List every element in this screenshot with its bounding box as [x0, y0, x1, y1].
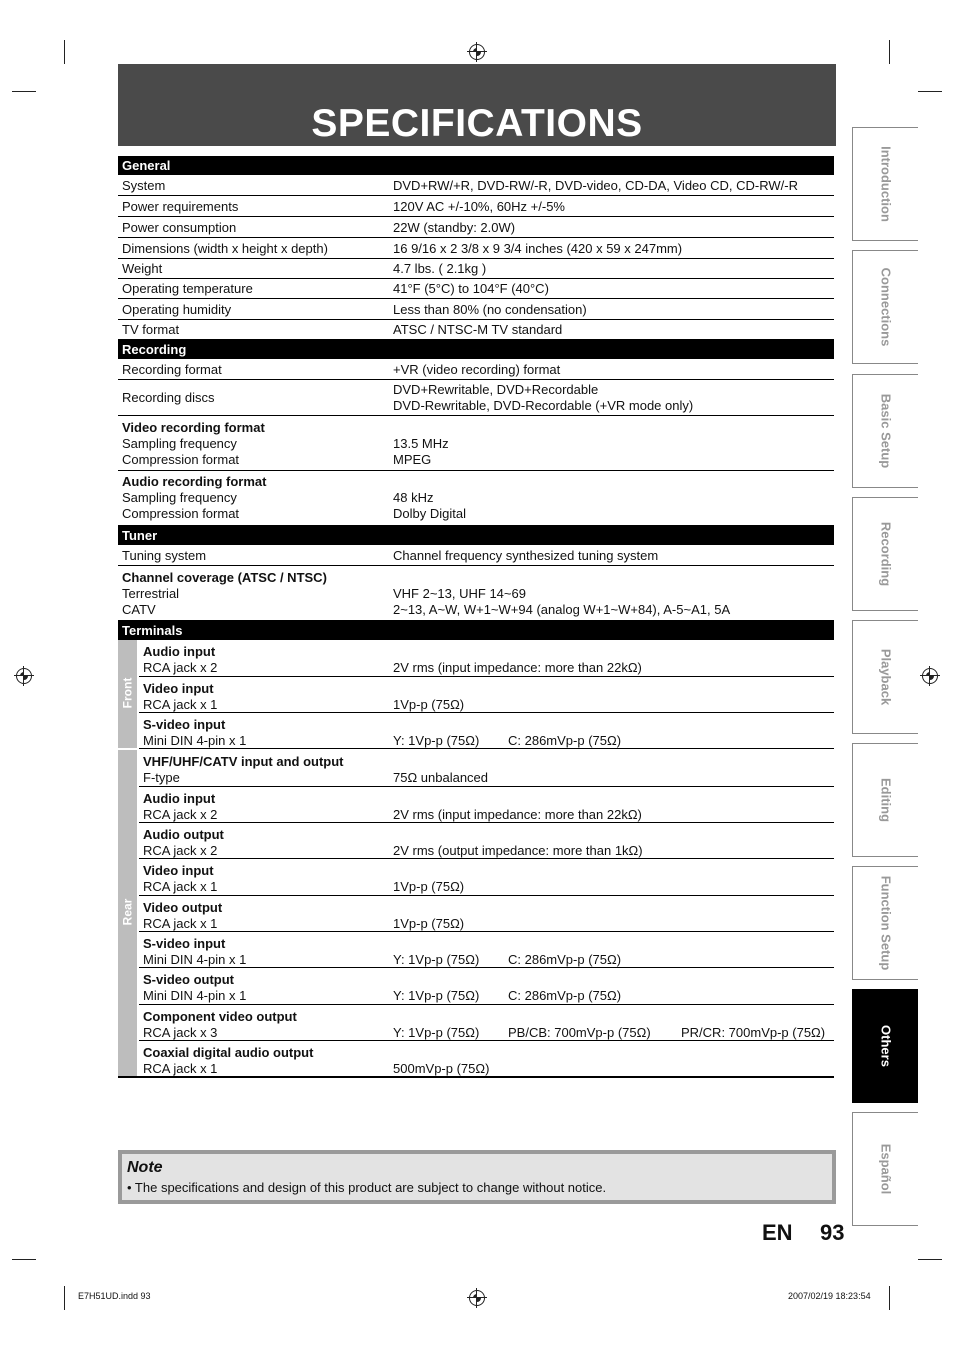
terminal-row	[139, 932, 834, 968]
terminal-value: 1Vp-p (75Ω)	[393, 697, 465, 712]
terminal-value: Y: 1Vp-p (75Ω)	[393, 733, 480, 748]
tab-label: Function Setup	[878, 875, 893, 971]
spec-row: Recording discs DVD+Rewritable, DVD+Recordable DVD-Rewritable, DVD-Recordable (+VR mode only)	[118, 380, 834, 416]
registration-mark-icon	[922, 668, 938, 684]
terminal-row	[139, 968, 834, 1005]
spec-row: Video recording format Sampling frequency 13.5 MHz Compression format MPEG	[118, 416, 834, 471]
terminal-name: Audio output	[143, 827, 224, 842]
terminal-name: Video input	[143, 681, 214, 696]
terminal-connector: Mini DIN 4-pin x 1	[143, 988, 247, 1003]
terminal-row	[139, 713, 834, 749]
terminal-value: 2V rms (input impedance: more than 22kΩ)	[393, 807, 642, 822]
terminal-connector: RCA jack x 2	[143, 843, 218, 858]
registration-mark-icon	[469, 1290, 485, 1306]
terminal-value: C: 286mVp-p (75Ω)	[508, 733, 622, 748]
terminal-value: PR/CR: 700mVp-p (75Ω)	[681, 1025, 826, 1040]
terminal-name: Audio input	[143, 644, 216, 659]
spec-row: Operating humidity Less than 80% (no condensation)	[118, 299, 834, 320]
terminal-row	[139, 823, 834, 859]
terminal-name: S-video input	[143, 936, 226, 951]
terminal-value: 1Vp-p (75Ω)	[393, 916, 465, 931]
terminal-value: Y: 1Vp-p (75Ω)	[393, 1025, 480, 1040]
section-header-general: General	[118, 156, 834, 175]
terminal-name: VHF/UHF/CATV input and output	[143, 754, 344, 769]
terminal-connector: F-type	[143, 770, 180, 785]
crop-mark	[918, 91, 942, 92]
spec-row: TV format ATSC / NTSC-M TV standard	[118, 319, 834, 340]
terminal-connector: RCA jack x 1	[143, 879, 218, 894]
tab-playback[interactable]	[852, 620, 918, 734]
tab-connections[interactable]	[852, 250, 918, 364]
footer-filename: E7H51UD.indd 93	[78, 1291, 151, 1301]
terminal-value: C: 286mVp-p (75Ω)	[508, 988, 622, 1003]
terminal-connector: RCA jack x 1	[143, 697, 218, 712]
tab-others[interactable]	[852, 989, 918, 1103]
tab-label: Editing	[878, 777, 893, 823]
tab-label: Recording	[878, 521, 893, 587]
terminal-value: C: 286mVp-p (75Ω)	[508, 952, 622, 967]
spec-row: Dimensions (width x height x depth) 16 9/16 x 2 3/8 x 9 3/4 inches (420 x 59 x 247mm)	[118, 238, 834, 259]
note-text: • The specifications and design of this product are subject to change without notice.	[127, 1180, 607, 1195]
terminal-value: Y: 1Vp-p (75Ω)	[393, 952, 480, 967]
terminal-name: S-video input	[143, 717, 226, 732]
terminal-connector: Mini DIN 4-pin x 1	[143, 952, 247, 967]
spec-row: Audio recording format Sampling frequency 48 kHz Compression format Dolby Digital	[118, 471, 834, 526]
front-band	[118, 640, 137, 748]
front-label: Front	[120, 677, 135, 709]
terminal-connector: RCA jack x 1	[143, 1061, 218, 1076]
tab-basic-setup[interactable]	[852, 374, 918, 488]
tab-label: Others	[878, 1025, 893, 1067]
crop-mark	[64, 1286, 65, 1310]
section-header-terminals: Terminals	[118, 621, 834, 640]
terminal-name: Video output	[143, 900, 223, 915]
crop-mark	[12, 1259, 36, 1260]
rear-label: Rear	[120, 898, 135, 926]
tab-function-setup[interactable]	[852, 866, 918, 980]
tab-label: Connections	[878, 267, 893, 347]
terminal-value: 75Ω unbalanced	[393, 770, 489, 785]
terminal-row	[139, 750, 834, 787]
footer-timestamp: 2007/02/19 18:23:54	[788, 1291, 871, 1301]
terminal-connector: RCA jack x 1	[143, 916, 218, 931]
registration-mark-icon	[469, 44, 485, 60]
crop-mark	[889, 40, 890, 64]
spec-row: Tuning system Channel frequency synthesized tuning system	[118, 545, 834, 566]
rear-band	[118, 750, 137, 1076]
terminal-name: Coaxial digital audio output	[143, 1045, 314, 1060]
terminal-name: Video input	[143, 863, 214, 878]
tab-label: Introduction	[878, 146, 893, 222]
spec-row: System DVD+RW/+R, DVD-RW/-R, DVD-video, CD-DA, Video CD, CD-RW/-R	[118, 175, 834, 196]
crop-mark	[64, 40, 65, 64]
terminal-name: Audio input	[143, 791, 216, 806]
page-number: 93	[820, 1220, 845, 1245]
terminal-connector: RCA jack x 2	[143, 660, 218, 675]
terminal-row	[139, 859, 834, 896]
spec-row: Weight 4.7 lbs. ( 2.1kg )	[118, 258, 834, 279]
terminal-value: 1Vp-p (75Ω)	[393, 879, 465, 894]
terminal-value: 2V rms (output impedance: more than 1kΩ)	[393, 843, 643, 858]
tab-label: Español	[878, 1143, 893, 1195]
terminal-value: Y: 1Vp-p (75Ω)	[393, 988, 480, 1003]
registration-mark-icon	[16, 668, 32, 684]
terminal-row	[139, 896, 834, 932]
note-title: Note	[127, 1159, 163, 1176]
terminal-connector: RCA jack x 3	[143, 1025, 218, 1040]
terminal-value: 500mVp-p (75Ω)	[393, 1061, 490, 1076]
terminal-row	[139, 787, 834, 823]
tab-label: Playback	[878, 648, 893, 706]
crop-mark	[889, 1286, 890, 1310]
note-box	[118, 1150, 836, 1204]
terminal-connector: RCA jack x 2	[143, 807, 218, 822]
terminal-row	[139, 1041, 834, 1077]
spec-row: Power consumption 22W (standby: 2.0W)	[118, 217, 834, 238]
terminal-name: S-video output	[143, 972, 234, 987]
crop-mark	[12, 91, 36, 92]
terminal-value: PB/CB: 700mVp-p (75Ω)	[508, 1025, 651, 1040]
section-header-tuner: Tuner	[118, 526, 834, 545]
section-header-recording: Recording	[118, 340, 834, 359]
crop-mark	[918, 1259, 942, 1260]
table-bottom-rule	[118, 1076, 834, 1078]
tab-recording[interactable]	[852, 497, 918, 611]
terminal-row	[139, 677, 834, 713]
tab-introduction[interactable]	[852, 127, 918, 241]
tab-espa-ol[interactable]	[852, 1112, 918, 1226]
page-title: SPECIFICATIONS	[311, 102, 643, 145]
spec-row: Power requirements 120V AC +/-10%, 60Hz +/-5%	[118, 196, 834, 217]
tab-editing[interactable]	[852, 743, 918, 857]
title-banner	[118, 64, 836, 146]
terminal-row	[139, 640, 834, 677]
spec-row: Channel coverage (ATSC / NTSC) Terrestrial VHF 2~13, UHF 14~69 CATV 2~13, A~W, W+1~W+94 (analog W+1~W+84), A-5~A1, 5A	[118, 566, 834, 621]
tab-label: Basic Setup	[878, 393, 893, 469]
terminal-connector: Mini DIN 4-pin x 1	[143, 733, 247, 748]
terminal-name: Component video output	[143, 1009, 297, 1024]
terminal-value: 2V rms (input impedance: more than 22kΩ)	[393, 660, 642, 675]
spec-row: Recording format +VR (video recording) format	[118, 359, 834, 380]
spec-row: Operating temperature 41°F (5°C) to 104°F (40°C)	[118, 278, 834, 299]
terminal-row	[139, 1005, 834, 1041]
language-code: EN	[762, 1220, 793, 1245]
